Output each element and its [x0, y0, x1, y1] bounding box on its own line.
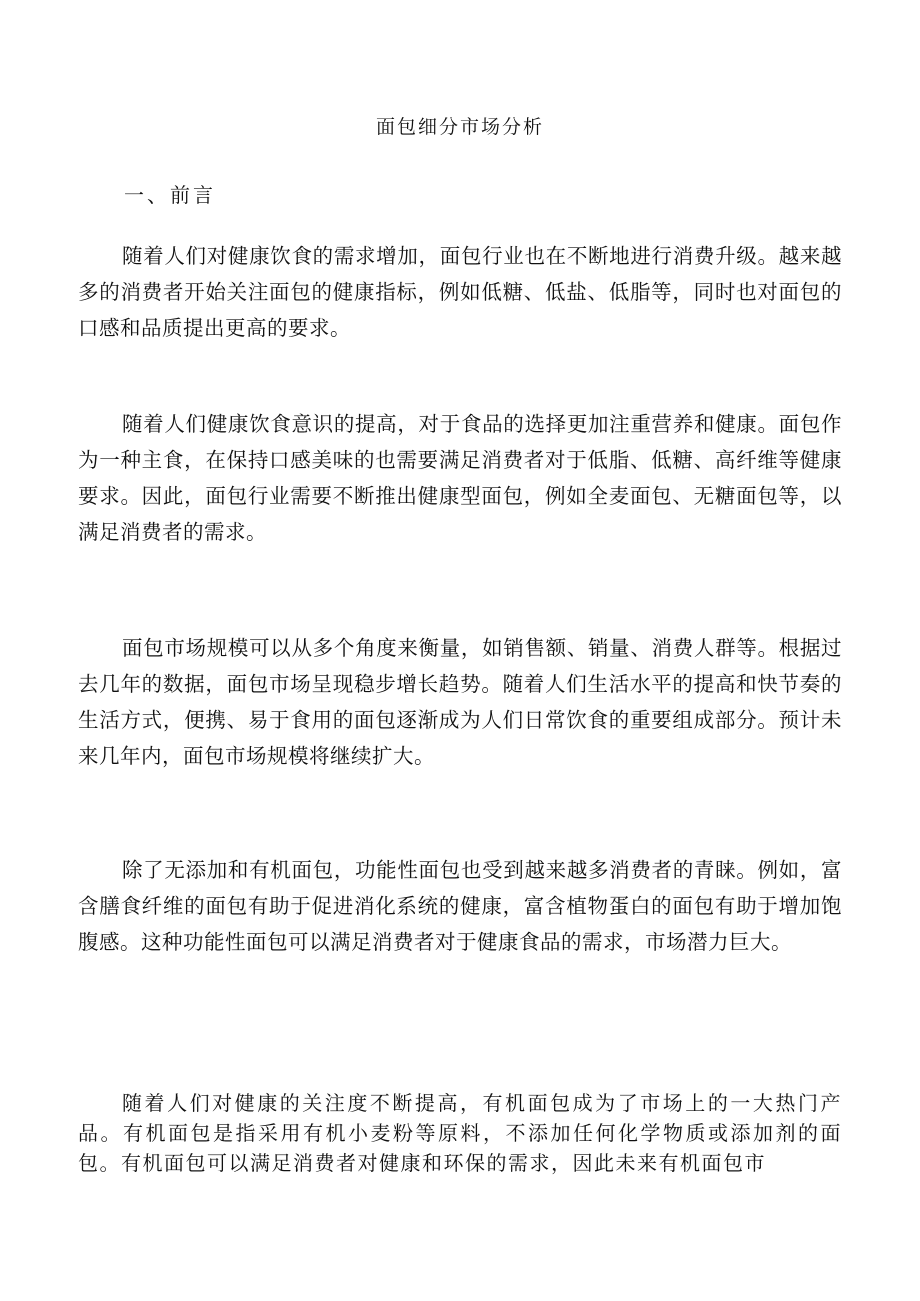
- document-title: 面包细分市场分析: [375, 116, 544, 138]
- section-heading: 一、前言: [124, 183, 216, 207]
- paragraph-5: 随着人们对健康的关注度不断提高，有机面包成为了市场上的一大热门产品。有机面包是指采用有机小麦粉等原料，不添加任何化学物质或添加剂的面包。有机面包可以满足消费者对健康和环保的需求，因此未来有机面包市: [78, 1091, 842, 1175]
- paragraph-4: 除了无添加和有机面包，功能性面包也受到越来越多消费者的青睐。例如，富含膳食纤维的面包有助于促进消化系统的健康，富含植物蛋白的面包有助于增加饱腹感。这种功能性面包可以满足消费者对于健康食品的需求，市场潜力巨大。: [78, 858, 842, 954]
- paragraph-2: 随着人们健康饮食意识的提高，对于食品的选择更加注重营养和健康。面包作为一种主食，在保持口感美味的也需要满足消费者对于低脂、低糖、高纤维等健康要求。因此，面包行业需要不断推出健康型面包，例如全麦面包、无糖面包等，以满足消费者的需求。: [78, 412, 842, 544]
- paragraph-3: 面包市场规模可以从多个角度来衡量，如销售额、销量、消费人群等。根据过去几年的数据，面包市场呈现稳步增长趋势。随着人们生活水平的提高和快节奏的生活方式，便携、易于食用的面包逐渐成为人们日常饮食的重要组成部分。预计未来几年内，面包市场规模将继续扩大。: [78, 636, 842, 768]
- paragraph-1: 随着人们对健康饮食的需求增加，面包行业也在不断地进行消费升级。越来越多的消费者开始关注面包的健康指标，例如低糖、低盐、低脂等，同时也对面包的口感和品质提出更高的要求。: [78, 244, 842, 340]
